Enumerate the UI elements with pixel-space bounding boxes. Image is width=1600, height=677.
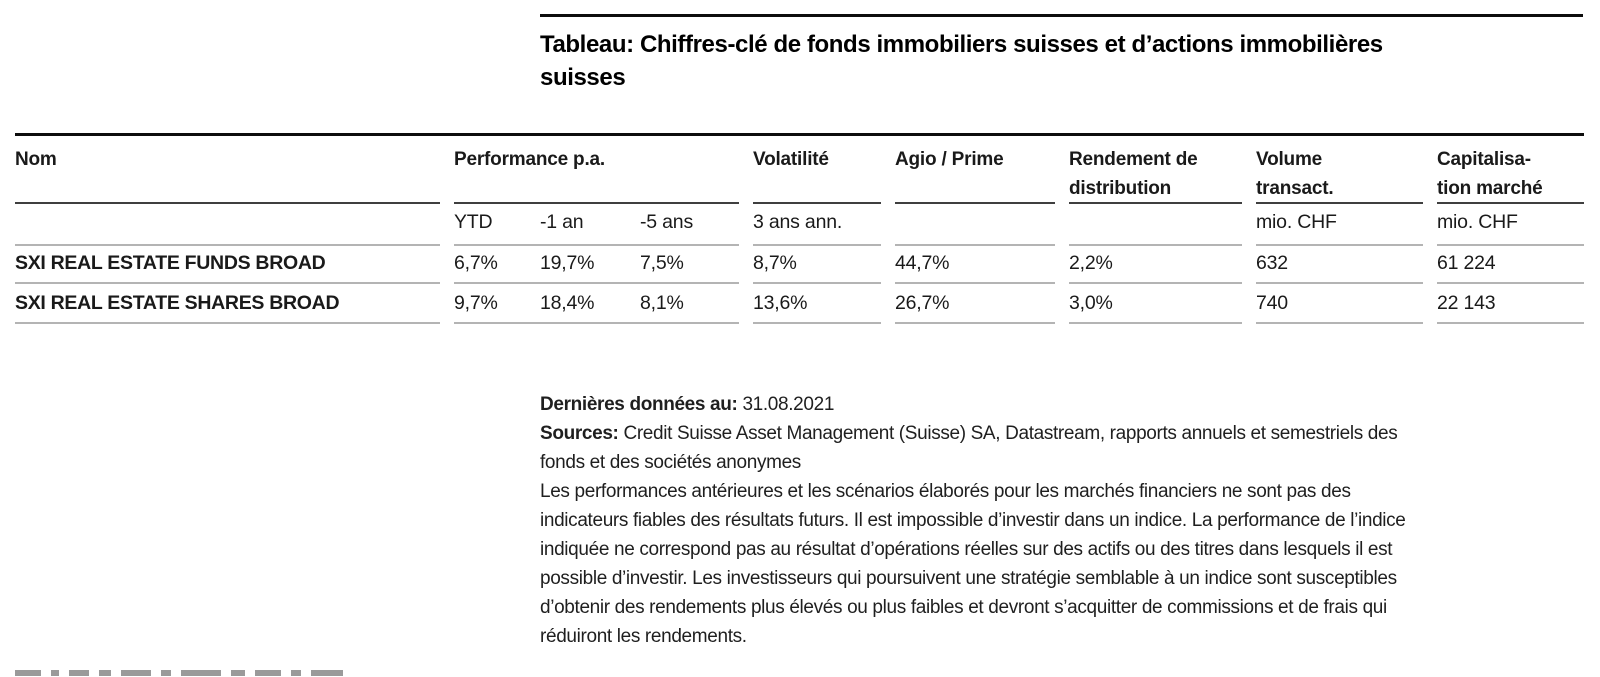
page-title-line2: suisses [540,64,626,91]
title-block [540,0,1583,94]
col-header-rendement-line1: Rendement de [1069,149,1198,170]
col-header-rendement [1069,136,1242,204]
cell-shares-5ans: 8,1% [640,292,684,314]
last-data-value: 31.08.2021 [742,394,835,415]
cell-shares-rendement: 3,0% [1069,284,1242,324]
subheader-capitalisation-unit: mio. CHF [1437,204,1584,246]
subheader-1an: -1 an [540,211,584,233]
col-header-volume-line2: transact. [1256,178,1334,199]
disclaimer-line: indicateurs fiables des résultats futurs. Il est impossible d’investir dans un indice. La performance de l’indice [540,510,1406,531]
cell-funds-volatilite: 8,7% [753,246,881,284]
row-shares-name: SXI REAL ESTATE SHARES BROAD [15,284,440,324]
col-header-performance: Performance p.a. [454,136,739,204]
row-shares-performance [454,284,739,324]
row-funds-performance [454,246,739,284]
col-header-volume [1256,136,1423,204]
cell-funds-1an: 19,7% [540,252,595,274]
page-title [540,28,1583,94]
col-header-agio-prime: Agio / Prime [895,136,1055,204]
row-funds-name: SXI REAL ESTATE FUNDS BROAD [15,246,440,284]
footer-notes [540,390,1590,651]
col-header-nom: Nom [15,136,440,204]
cell-shares-ytd: 9,7% [454,292,498,314]
cell-shares-capitalisation: 22 143 [1437,284,1584,324]
sources-label: Sources: [540,423,619,444]
sources-line2: fonds et des sociétés anonymes [540,452,801,473]
subheader-5ans: -5 ans [640,211,693,233]
subheader-performance [454,204,739,246]
kpi-table [15,133,1584,324]
cell-funds-ytd: 6,7% [454,252,498,274]
disclaimer-line: d’obtenir des rendements plus élevés ou plus faibles et devront s’acquitter de commissions et de frais qui [540,597,1387,618]
sources-line1 [540,419,1590,448]
cell-funds-rendement: 2,2% [1069,246,1242,284]
cell-shares-volume: 740 [1256,284,1423,324]
subheader-nom-empty [15,204,440,246]
cell-funds-volume: 632 [1256,246,1423,284]
col-header-capitalisation-line2: tion marché [1437,178,1543,199]
cell-funds-5ans: 7,5% [640,252,684,274]
sources-text: Credit Suisse Asset Management (Suisse) SA, Datastream, rapports annuels et semestriels des [623,423,1398,444]
disclaimer-line: possible d’investir. Les investisseurs qui poursuivent une stratégie semblable à un indice sont susceptibles [540,568,1397,589]
subheader-volume-unit: mio. CHF [1256,204,1423,246]
col-header-capitalisation [1437,136,1584,204]
subheader-ytd: YTD [454,211,493,233]
col-header-capitalisation-line1: Capitalisa- [1437,149,1531,170]
subheader-rendement-empty [1069,204,1242,246]
page-title-line1: Tableau: Chiffres-clé de fonds immobiliers suisses et d’actions immobilières [540,31,1383,58]
disclaimer-line: Les performances antérieures et les scénarios élaborés pour les marchés financiers ne sont pas des [540,481,1351,502]
disclaimer-line: réduiront les rendements. [540,626,747,647]
col-header-rendement-line2: distribution [1069,178,1172,199]
subheader-agio-empty [895,204,1055,246]
cell-funds-agio: 44,7% [895,246,1055,284]
cell-shares-agio: 26,7% [895,284,1055,324]
title-rule [540,14,1583,17]
cell-funds-capitalisation: 61 224 [1437,246,1584,284]
subheader-volatilite: 3 ans ann. [753,204,881,246]
cell-shares-volatilite: 13,6% [753,284,881,324]
clipped-text-artifact [15,670,343,677]
last-data-line [540,390,1590,419]
last-data-label: Dernières données au: [540,394,738,415]
disclaimer-line: indiquée ne correspond pas au résultat d’opérations réelles sur des actifs ou des titres dans lesquels il est [540,539,1393,560]
col-header-volume-line1: Volume [1256,149,1323,170]
col-header-volatilite: Volatilité [753,136,881,204]
cell-shares-1an: 18,4% [540,292,595,314]
